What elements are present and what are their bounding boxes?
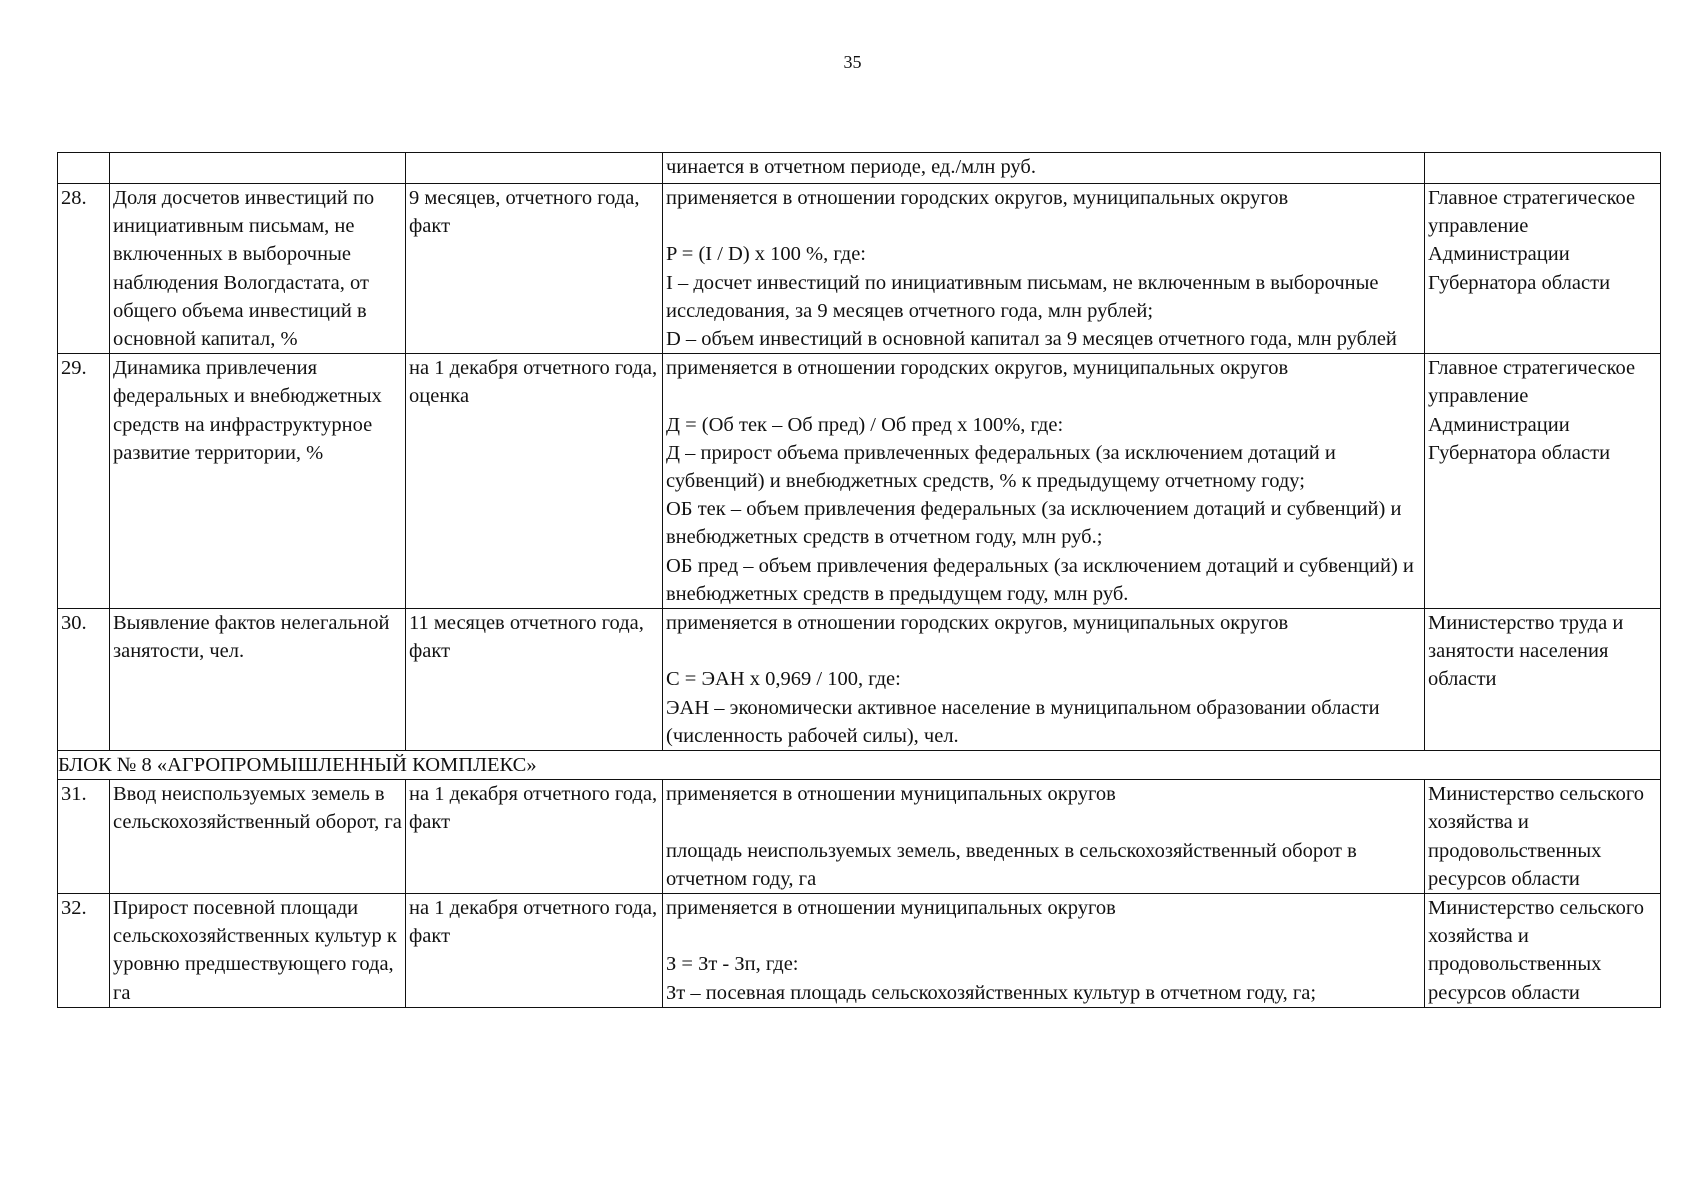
responsible-cell: Министерство сельского хозяйства и продовольственных ресурсов области — [1425, 894, 1661, 1008]
formula-line: ОБ тек – объем привлечения федеральных (за исключением дотаций и субвенций) и внебюджетных средств в отчетном году, млн руб.; — [666, 498, 1402, 549]
num-cell — [58, 153, 110, 184]
spacer — [666, 922, 1421, 950]
responsible-cell: Главное стратегическое управление Администрации Губернатора области — [1425, 354, 1661, 609]
applies-text: применяется в отношении городских округов, муниципальных округов — [666, 357, 1289, 380]
formula-line: D – объем инвестиций в основной капитал за 9 месяцев отчетного года, млн рублей — [666, 328, 1397, 350]
formula-line: Д = (Об тек – Об пред) / Об пред х 100%, где: — [666, 413, 1064, 436]
formula-line: I – досчет инвестиций по инициативным письмам, не включенным в выборочные исследования, за 9 месяцев отчетного года, млн рублей; — [666, 271, 1379, 322]
table-row — [58, 184, 1661, 354]
page-number: 35 — [843, 52, 862, 72]
table-row — [58, 780, 1661, 894]
indicators-table — [57, 152, 1661, 1008]
formula-line: P = (I / D) x 100 %, где: — [666, 243, 866, 266]
formula-line: С = ЭАН х 0,969 / 100, где: — [666, 668, 901, 691]
period-cell: 9 месяцев, отчетного года, факт — [406, 184, 663, 354]
period-cell: на 1 декабря отчетного года, факт — [406, 894, 663, 1008]
period-cell: на 1 декабря отчетного года, оценка — [406, 354, 663, 609]
block-title: БЛОК № 8 «АГРОПРОМЫШЛЕННЫЙ КОМПЛЕКС» — [58, 751, 1661, 780]
applies-text: применяется в отношении городских округов, муниципальных округов — [666, 187, 1289, 209]
name-cell: Динамика привлечения федеральных и внебюджетных средств на инфраструктурное развитие территории, % — [110, 354, 406, 609]
applies-text: применяется в отношении городских округов, муниципальных округов — [666, 612, 1289, 635]
formula-line: ОБ пред – объем привлечения федеральных (за исключением дотаций и субвенций) и внебюджетных средств в предыдущем году, млн руб. — [666, 554, 1414, 605]
formula-line: площадь неиспользуемых земель, введенных в сельскохозяйственный оборот в отчетном году, га — [666, 839, 1357, 890]
num-cell: 29. — [58, 354, 110, 609]
spacer — [666, 382, 1421, 410]
name-cell: Выявление фактов нелегальной занятости, чел. — [110, 609, 406, 751]
spacer — [666, 212, 1421, 240]
responsible-cell: Министерство сельского хозяйства и продовольственных ресурсов области — [1425, 780, 1661, 894]
formula-line: З = Зт - Зп, где: — [666, 953, 799, 976]
block-heading-row — [58, 751, 1661, 780]
responsible-cell: Министерство труда и занятости населения области — [1425, 609, 1661, 751]
responsible-cell: Главное стратегическое управление Администрации Губернатора области — [1425, 184, 1661, 354]
num-cell: 31. — [58, 780, 110, 894]
name-cell: Ввод неиспользуемых земель в сельскохозяйственный оборот, га — [110, 780, 406, 894]
continuation-row — [58, 153, 1661, 184]
num-cell: 32. — [58, 894, 110, 1008]
table-row — [58, 609, 1661, 751]
period-cell: 11 месяцев отчетного года, факт — [406, 609, 663, 751]
method-cell — [663, 184, 1425, 354]
formula-line: Зт – посевная площадь сельскохозяйственных культур в отчетном году, га; — [666, 981, 1317, 1004]
num-cell: 30. — [58, 609, 110, 751]
method-cell: чинается в отчетном периоде, ед./млн руб. — [663, 153, 1425, 184]
method-cell — [663, 609, 1425, 751]
name-cell: Прирост посевной площади сельскохозяйственных культур к уровню предшествующего года, га — [110, 894, 406, 1008]
formula-line: Д – прирост объема привлеченных федеральных (за исключением дотаций и субвенций) и внебюджетных средств, % к предыдущему отчетному году; — [666, 441, 1336, 493]
name-cell: Доля досчетов инвестиций по инициативным письмам, не включенных в выборочные наблюдения Вологдастата, от общего объема инвестиций в основной капитал, % — [110, 184, 406, 354]
formula-line: ЭАН – экономически активное население в муниципальном образовании области (численность рабочей силы), чел. — [666, 696, 1380, 747]
spacer — [666, 637, 1421, 665]
period-cell — [406, 153, 663, 184]
spacer — [666, 808, 1421, 836]
applies-text: применяется в отношении муниципальных округов — [666, 897, 1116, 920]
table-row — [58, 894, 1661, 1008]
period-cell: на 1 декабря отчетного года, факт — [406, 780, 663, 894]
table-row — [58, 354, 1661, 609]
method-cell — [663, 894, 1425, 1008]
responsible-cell — [1425, 153, 1661, 184]
num-cell: 28. — [58, 184, 110, 354]
name-cell — [110, 153, 406, 184]
applies-text: применяется в отношении муниципальных округов — [666, 783, 1116, 806]
method-cell — [663, 354, 1425, 609]
method-cell — [663, 780, 1425, 894]
